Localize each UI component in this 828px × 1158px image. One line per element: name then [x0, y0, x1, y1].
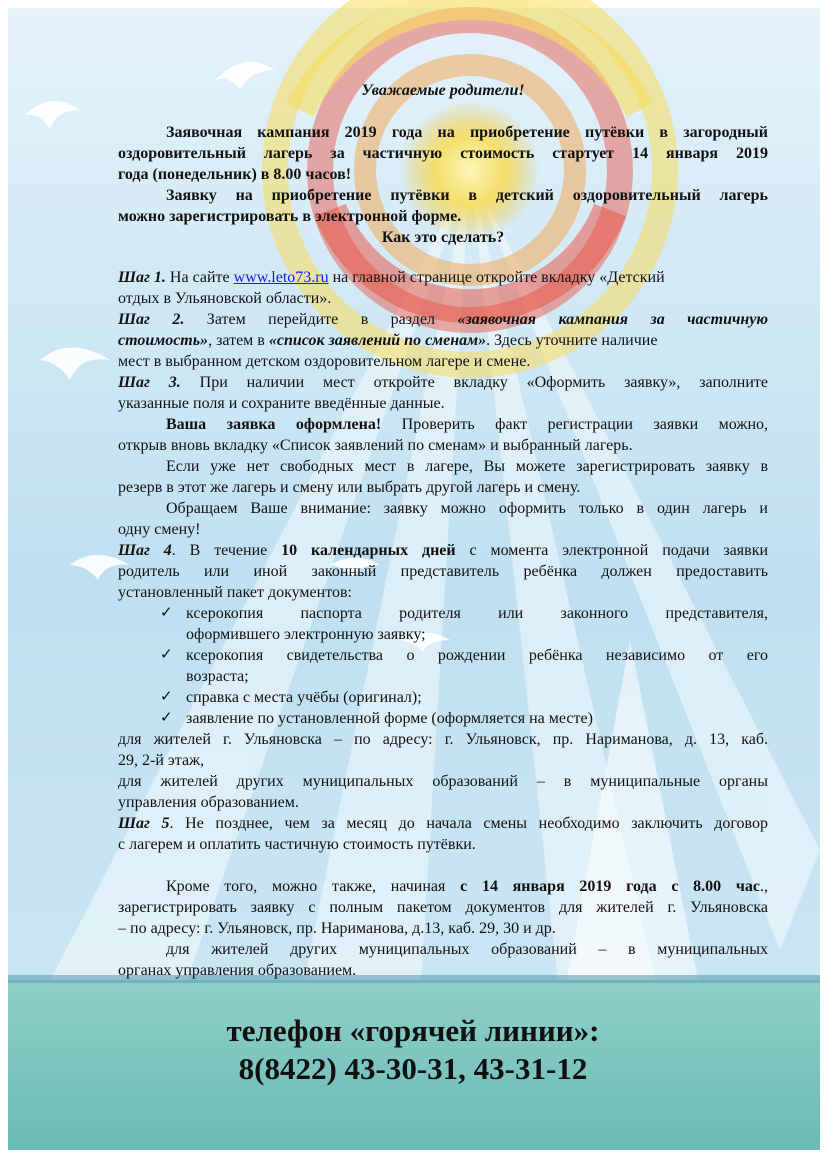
address-other: для жителей других муниципальных образований – в муниципальные органы — [118, 773, 768, 790]
step-4: Шаг 4. В течение 10 календарных дней с момента электронной подачи заявки — [118, 542, 769, 559]
hotline-title: телефон «горячей линии»: — [226, 1013, 600, 1048]
step-5-text: с лагерем и оплатить частичную стоимость путёвки. — [118, 836, 476, 853]
list-item: оформившего электронную заявку; — [186, 626, 426, 643]
intro-text: Заявку на приобретение путёвки в детский оздоровительный лагерь — [166, 187, 768, 204]
reserve-text: Если уже нет свободных мест в лагере, Вы можете зарегистрировать заявку в — [166, 458, 768, 475]
step-1: Шаг 1. На сайте www.leto73.ru на главной странице откройте вкладку «Детский — [118, 269, 665, 286]
intro-text: Заявочная кампания 2019 года на приобретение путёвки в загородный — [166, 124, 768, 141]
list-item: ксерокопия свидетельства о рождении ребёнка независимо от его — [186, 647, 768, 664]
intro-text: оздоровительный лагерь за частичную стоимость стартует 14 января 2019 — [118, 145, 768, 162]
step-1-text: отдых в Ульяновской области». — [118, 290, 332, 307]
greeting-heading: Уважаемые родители! — [361, 82, 525, 99]
check-icon: ✓ — [160, 689, 173, 705]
step-3: Шаг 3. При наличии мест откройте вкладку «Оформить заявку», заполните — [118, 374, 769, 391]
step-label: Шаг 1. — [118, 269, 166, 286]
also-text: Кроме того, можно также, начиная с 14 января 2019 года с 8.00 час., — [166, 878, 769, 895]
also-text: зарегистрировать заявку с полным пакетом документов для жителей г. Ульяновска — [118, 899, 768, 916]
also-text: – по адресу: г. Ульяновск, пр. Нариманова, д.13, каб. 29, 30 и др. — [118, 920, 556, 937]
site-link[interactable]: www.leto73.ru — [233, 269, 329, 286]
step-label: Шаг 3. — [118, 374, 181, 391]
step-2-text: стоимость», затем в «список заявлений по сменам». Здесь уточните наличие — [118, 332, 658, 349]
check-icon: ✓ — [160, 647, 173, 663]
also-text: органах управления образованием. — [118, 962, 357, 979]
step-label: Шаг 2. — [118, 311, 185, 328]
hotline-numbers: 8(8422) 43-30-31, 43-31-12 — [238, 1051, 588, 1086]
step-3-text: указанные поля и сохраните введённые данные. — [118, 395, 445, 412]
address-city: для жителей г. Ульяновска – по адресу: г. Ульяновск, пр. Нариманова, д. 13, каб. — [118, 731, 768, 748]
check-icon: ✓ — [160, 605, 173, 621]
step-4-text: установленный пакет документов: — [118, 584, 352, 601]
step-4-text: родитель или иной законный представитель ребёнка должен предоставить — [118, 563, 768, 580]
also-text: для жителей других муниципальных образований – в муниципальных — [166, 941, 768, 958]
attention-note: одну смену! — [118, 521, 201, 538]
reserve-text: резерв в этот же лагерь и смену или выбрать другой лагерь и смену. — [118, 479, 581, 496]
intro-text: года (понедельник) в 8.00 часов! — [118, 166, 352, 183]
address-city: 29, 2-й этаж, — [118, 752, 205, 769]
address-other: управления образованием. — [118, 794, 299, 811]
how-to-heading: Как это сделать? — [381, 229, 505, 246]
check-icon: ✓ — [160, 710, 173, 726]
attention-note: Обращаем Ваше внимание: заявку можно оформить только в один лагерь и — [166, 500, 768, 517]
list-item: ксерокопия паспорта родителя или законного представителя, — [186, 605, 768, 622]
step-5: Шаг 5. Не позднее, чем за месяц до начала смены необходимо заключить договор — [118, 815, 768, 832]
list-item: заявление по установленной форме (оформляется на месте) — [186, 710, 593, 727]
step-label: Шаг 5 — [118, 815, 170, 832]
list-item: возраста; — [186, 668, 249, 685]
intro-text: можно зарегистрировать в электронной форме. — [118, 208, 462, 225]
step-label: Шаг 4 — [118, 542, 172, 559]
step-2: Шаг 2. Затем перейдите в раздел «заявочная кампания за частичную — [118, 311, 769, 328]
step-2-text: мест в выбранном детском оздоровительном лагере и смене. — [118, 353, 531, 370]
list-item: справка с места учёбы (оригинал); — [186, 689, 422, 706]
confirmation: Ваша заявка оформлена! Проверить факт регистрации заявки можно, — [166, 416, 769, 433]
confirmation-text: открыв вновь вкладку «Список заявлений по сменам» и выбранный лагерь. — [118, 437, 633, 454]
